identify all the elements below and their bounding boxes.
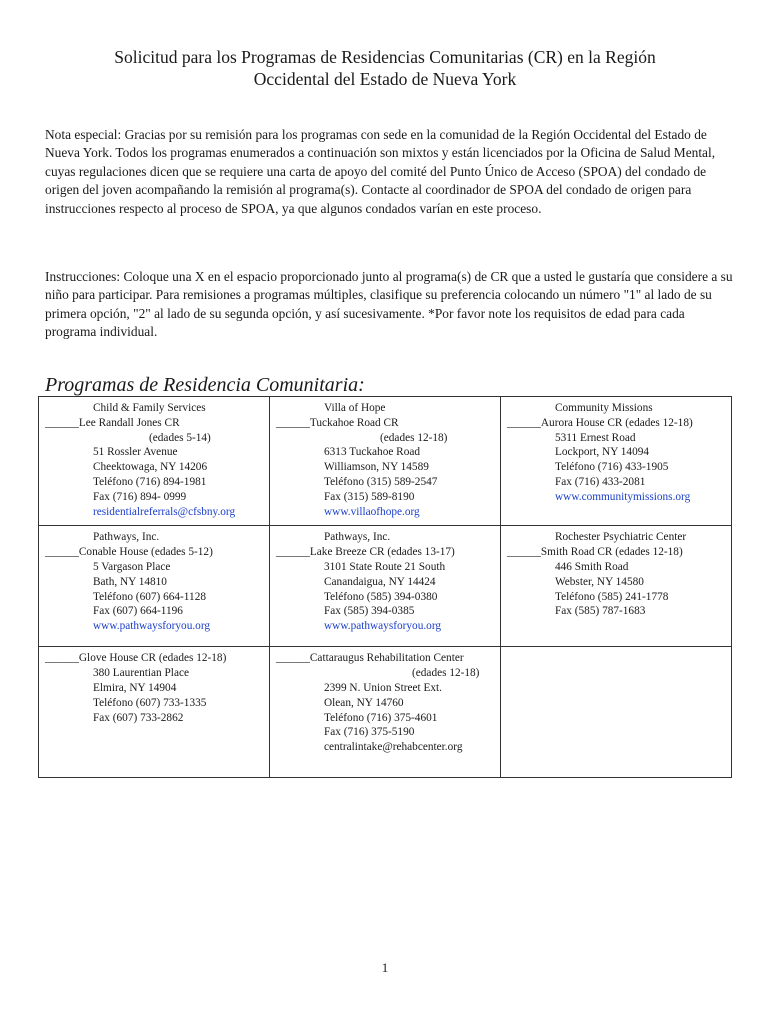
street-address: 5 Vargason Place — [93, 560, 171, 573]
table-row — [39, 526, 732, 647]
fax-number: Fax (607) 664-1196 — [93, 605, 183, 618]
program-name: Tuckahoe Road CR — [309, 416, 399, 429]
street-address: 5311 Ernest Road — [555, 431, 636, 444]
agency-name: Pathways, Inc. — [93, 531, 160, 544]
street-address: 3101 State Route 21 South — [324, 560, 446, 573]
agency-name: Community Missions — [555, 402, 653, 414]
instructions: Instrucciones: Coloque una X en el espacio proporcionado junto al programa(s) de CR que a usted le gustaría que considere a su niño para participar. Para remisiones a programas múltiples, clasifique su preferencia colocando un número "1" al lado de su primera opción, "2" al lado de su segunda opción, y así sucesivamente. *Por favor note los requisitos de edad para cada programa individual. — [45, 269, 733, 340]
city-state-zip: Cheektowaga, NY 14206 — [93, 461, 208, 474]
program-name-line — [45, 545, 265, 560]
age-range: (edades 5-14) — [149, 431, 211, 444]
document-title — [40, 46, 730, 90]
street-address: 2399 N. Union Street Ext. — [324, 681, 442, 694]
selection-blank[interactable]: ______ — [276, 416, 310, 429]
program-cell-conable-house — [39, 526, 270, 647]
fax-number: Fax (315) 589-8190 — [324, 490, 415, 503]
email-address: centralintake@rehabcenter.org — [324, 741, 463, 754]
program-name: Cattaraugus Rehabilitation Center — [309, 652, 464, 665]
table-row — [39, 647, 732, 778]
programs-table — [38, 396, 732, 778]
program-name: Smith Road CR (edades 12-18) — [540, 546, 683, 559]
age-range: (edades 12-18) — [380, 431, 448, 444]
fax-number: Fax (585) 394-0385 — [324, 605, 415, 618]
city-state-zip: Elmira, NY 14904 — [93, 681, 177, 694]
program-name-line — [276, 545, 496, 560]
agency-name: Rochester Psychiatric Center — [555, 531, 687, 544]
program-name: Lee Randall Jones CR — [78, 416, 180, 429]
phone-number: Teléfono (585) 394-0380 — [324, 590, 438, 603]
title-line-1: Solicitud para los Programas de Residencias Comunitarias (CR) en la Región — [114, 47, 656, 67]
age-range: (edades 12-18) — [412, 667, 480, 680]
program-name-line — [507, 545, 727, 560]
street-address: 446 Smith Road — [555, 560, 629, 573]
program-name-line — [45, 416, 265, 431]
selection-blank[interactable]: ______ — [507, 416, 541, 429]
program-name-line — [45, 651, 265, 666]
email-link[interactable]: residentialreferrals@cfsbny.org — [93, 505, 236, 518]
website-link[interactable]: www.pathwaysforyou.org — [324, 620, 442, 633]
street-address: 6313 Tuckahoe Road — [324, 446, 421, 459]
program-name-line — [276, 651, 496, 666]
street-address: 51 Rossler Avenue — [93, 446, 178, 459]
program-name: Glove House CR (edades 12-18) — [78, 652, 227, 665]
website-link[interactable]: www.communitymissions.org — [555, 490, 691, 503]
selection-blank[interactable]: ______ — [45, 546, 79, 559]
fax-number: Fax (585) 787-1683 — [555, 605, 646, 618]
program-cell-lee-randall-jones — [39, 397, 270, 526]
program-name-line — [507, 416, 727, 431]
agency-name: Child & Family Services — [93, 402, 206, 414]
fax-number: Fax (607) 733-2862 — [93, 711, 184, 724]
city-state-zip: Lockport, NY 14094 — [555, 446, 650, 459]
fax-number: Fax (716) 894- 0999 — [93, 490, 187, 503]
fax-number: Fax (716) 433-2081 — [555, 475, 646, 488]
phone-number: Teléfono (607) 733-1335 — [93, 696, 207, 709]
phone-number: Teléfono (585) 241-1778 — [555, 590, 669, 603]
selection-blank[interactable]: ______ — [507, 546, 541, 559]
selection-blank[interactable]: ______ — [276, 652, 310, 665]
program-name: Aurora House CR (edades 12-18) — [540, 416, 693, 429]
title-line-2: Occidental del Estado de Nueva York — [253, 69, 517, 89]
city-state-zip: Olean, NY 14760 — [324, 696, 404, 709]
program-cell-smith-road — [501, 526, 732, 647]
page-number: 1 — [381, 960, 389, 975]
agency-name: Villa of Hope — [324, 402, 386, 414]
program-cell-glove-house — [39, 647, 270, 778]
program-name: Conable House (edades 5-12) — [78, 546, 213, 559]
city-state-zip: Canandaigua, NY 14424 — [324, 575, 436, 588]
selection-blank[interactable]: ______ — [45, 416, 79, 429]
phone-number: Teléfono (607) 664-1128 — [93, 590, 206, 603]
selection-blank[interactable]: ______ — [276, 546, 310, 559]
city-state-zip: Williamson, NY 14589 — [324, 461, 429, 474]
program-name: Lake Breeze CR (edades 13-17) — [309, 546, 455, 559]
empty-cell — [501, 647, 732, 778]
program-cell-aurora-house — [501, 397, 732, 526]
program-name-line — [276, 416, 496, 431]
program-cell-lake-breeze — [270, 526, 501, 647]
fax-number: Fax (716) 375-5190 — [324, 726, 415, 739]
city-state-zip: Webster, NY 14580 — [555, 575, 644, 588]
street-address: 380 Laurentian Place — [93, 667, 189, 680]
section-heading: Programas de Residencia Comunitaria: — [45, 374, 365, 396]
city-state-zip: Bath, NY 14810 — [93, 575, 167, 588]
phone-number: Teléfono (716) 375-4601 — [324, 711, 438, 724]
phone-number: Teléfono (315) 589-2547 — [324, 475, 438, 488]
phone-number: Teléfono (716) 433-1905 — [555, 461, 669, 474]
phone-number: Teléfono (716) 894-1981 — [93, 475, 207, 488]
website-link[interactable]: www.villaofhope.org — [324, 505, 420, 518]
selection-blank[interactable]: ______ — [45, 652, 79, 665]
program-cell-cattaraugus — [270, 647, 501, 778]
website-link[interactable]: www.pathwaysforyou.org — [93, 620, 211, 633]
agency-name: Pathways, Inc. — [324, 531, 391, 544]
table-row — [39, 397, 732, 526]
program-cell-tuckahoe-road — [270, 397, 501, 526]
special-note: Nota especial: Gracias por su remisión para los programas con sede en la comunidad de la Región Occidental del Estado de Nueva York. Todos los programas enumerados a continuación son mixtos y están licenciados por la Oficina de Salud Mental, cuyas regulaciones dicen que se requiere una carta de apoyo del comité del Punto Único de Acceso (SPOA) del condado de origen del joven acompañando la remisión al programa(s). Contacte al coordinador de SPOA del condado de origen para instrucciones respecto al proceso de SPOA, ya que algunos condados varían en este proceso. — [45, 127, 716, 216]
